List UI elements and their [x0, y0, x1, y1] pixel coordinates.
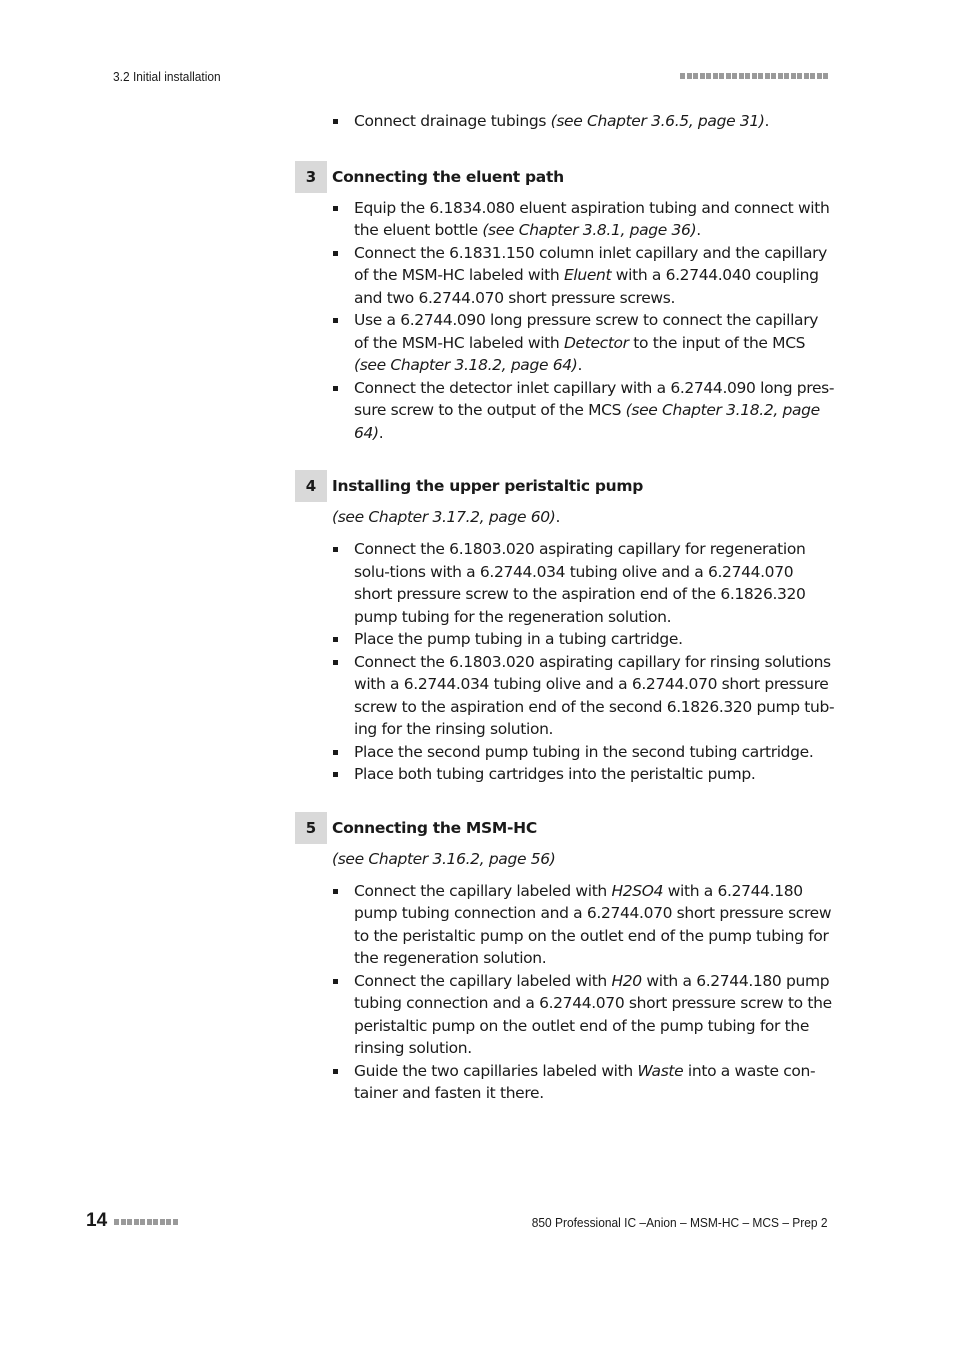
- step-4-section: [295, 470, 835, 786]
- list-item: Use a 6.2744.090 long pressure screw to connect the capillary of the MSM-HC labeled with Detector to the input of the MCS (see Chapter 3.18.2, page 64).: [354, 309, 835, 377]
- header-decorative-dots: [680, 73, 828, 79]
- list-item: Connect the capillary labeled with H20 with a 6.2744.180 pump tubing connection and a 6.2744.070 short pressure screw to the peristaltic pump on the outlet end of the pump tubing for the rinsing solution.: [354, 970, 835, 1060]
- step-heading: [295, 470, 835, 502]
- step-number: 4: [295, 470, 327, 502]
- footer-product-name: 850 Professional IC –Anion – MSM-HC – MCS – Prep 2: [532, 1215, 828, 1230]
- list-item: Guide the two capillaries labeled with Waste into a waste con-tainer and fasten it there.: [354, 1060, 835, 1105]
- step-reference[interactable]: (see Chapter 3.16.2, page 56): [332, 849, 556, 868]
- step-heading: [295, 812, 835, 844]
- step-3-list: [295, 197, 835, 445]
- list-item: Place the second pump tubing in the second tubing cartridge.: [354, 741, 835, 764]
- step-reference[interactable]: (see Chapter 3.17.2, page 60).: [332, 508, 561, 526]
- step-title: Installing the upper peristaltic pump: [332, 477, 644, 495]
- step-number: 3: [295, 161, 327, 193]
- list-item: Place the pump tubing in a tubing cartridge.: [354, 628, 835, 651]
- list-item: Place both tubing cartridges into the peristaltic pump.: [354, 763, 835, 786]
- running-header-section: 3.2 Initial installation: [113, 69, 221, 84]
- list-item: Connect the 6.1831.150 column inlet capillary and the capillary of the MSM-HC labeled with Eluent with a 6.2744.040 coupling and two 6.2744.070 short pressure screws.: [354, 242, 835, 310]
- list-item: Connect the 6.1803.020 aspirating capillary for regeneration solu-tions with a 6.2744.034 tubing olive and a 6.2744.070 short pressure screw to the aspiration end of the 6.1826.320 pump tubing for the regeneration solution.: [354, 538, 835, 628]
- step-3-section: [295, 161, 835, 445]
- step-heading: [295, 161, 835, 193]
- page-content: [295, 110, 835, 1105]
- step-4-list: [295, 538, 835, 786]
- list-item: Connect drainage tubings (see Chapter 3.6.5, page 31).: [354, 110, 835, 133]
- intro-list: [295, 110, 835, 133]
- list-item: Connect the capillary labeled with H2SO4 with a 6.2744.180 pump tubing connection and a 6.2744.070 short pressure screw to the peristaltic pump on the outlet end of the pump tubing for the regeneration solution.: [354, 880, 835, 970]
- step-title: Connecting the eluent path: [332, 167, 564, 186]
- list-item: Connect the detector inlet capillary with a 6.2744.090 long pres-sure screw to the output of the MCS (see Chapter 3.18.2, page 64).: [354, 377, 835, 445]
- page-number: 14: [86, 1210, 108, 1231]
- list-item: Connect the 6.1803.020 aspirating capillary for rinsing solutions with a 6.2744.034 tubing olive and a 6.2744.070 short pressure screw to the aspiration end of the second 6.1826.320 pump tub-ing for the rinsing solution.: [354, 651, 835, 741]
- list-item: Equip the 6.1834.080 eluent aspiration tubing and connect with the eluent bottle (see Chapter 3.8.1, page 36).: [354, 197, 835, 242]
- footer-decorative-dots: [114, 1219, 178, 1225]
- step-title: Connecting the MSM-HC: [332, 818, 537, 837]
- step-number: 5: [295, 812, 327, 844]
- step-5-section: [295, 812, 835, 1105]
- step-5-list: [295, 880, 835, 1105]
